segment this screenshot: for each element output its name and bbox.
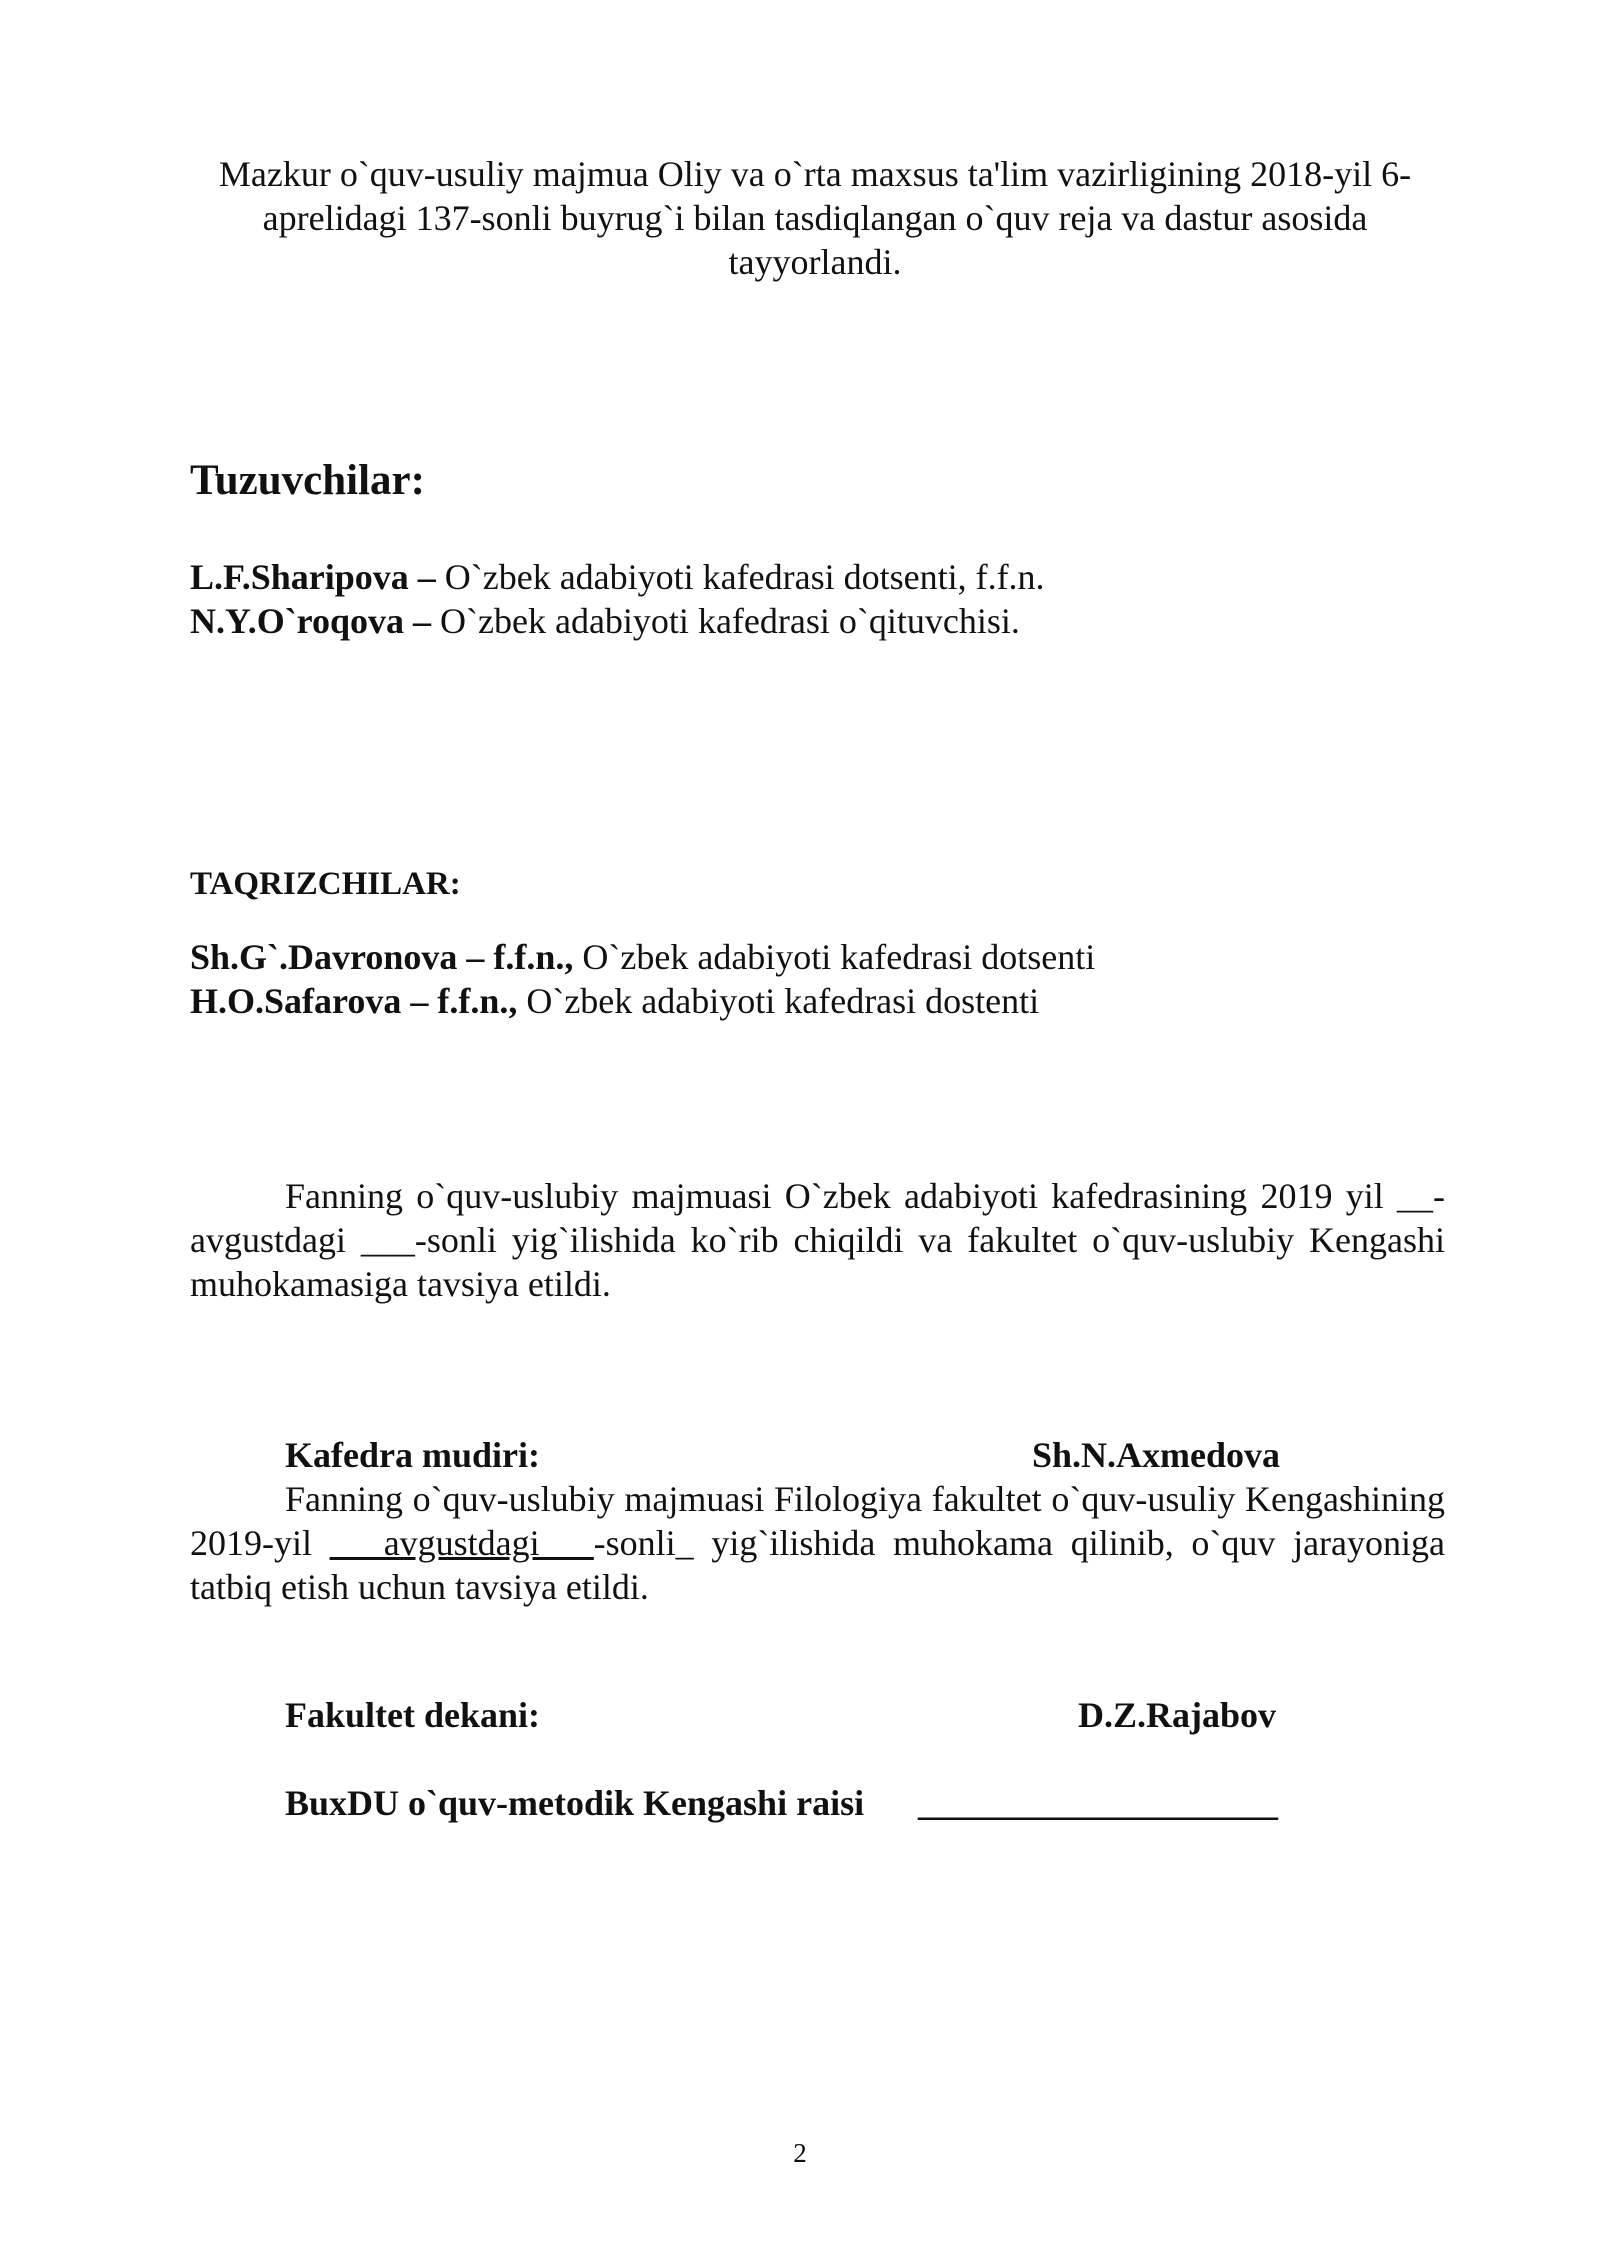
author-name: L.F.Sharipova –: [190, 557, 436, 597]
reviewer-name: H.O.Safarova – f.f.n.,: [190, 981, 518, 1021]
author-line: [190, 555, 1045, 599]
author-name: N.Y.O`roqova –: [190, 601, 432, 641]
kengash-raisi-label: BuxDU o`quv-metodik Kengashi raisi: [285, 1783, 865, 1823]
author-line: [190, 599, 1020, 643]
reviewer-name: Sh.G`.Davronova – f.f.n.,: [190, 937, 574, 977]
paragraph2-after: -sonli_ yig`ilishida muhokama qilinib, o`quv jarayoniga tatbiq etish uchun tavsiya etildi.: [190, 1523, 1445, 1607]
reviewer-desc: O`zbek adabiyoti kafedrasi dostenti: [517, 981, 1040, 1021]
tuzuvchilar-heading: Tuzuvchilar:: [190, 457, 425, 504]
author-desc: O`zbek adabiyoti kafedrasi dotsenti, f.f.n.: [435, 557, 1045, 597]
fakultet-approval-paragraph: [190, 1477, 1445, 1609]
kafedra-mudiri-name: Sh.N.Axmedova: [1032, 1435, 1281, 1475]
page-number: 2: [793, 2138, 807, 2168]
signature-line: ____________________: [918, 1783, 1278, 1823]
paragraph2-before: Fanning o`quv-uslubiy majmuasi Filologiya fakultet o`quv-usuliy Kengashining 2019-yil: [190, 1479, 1445, 1563]
author-desc: O`zbek adabiyoti kafedrasi o`qituvchisi.: [431, 601, 1020, 641]
reviewer-desc: O`zbek adabiyoti kafedrasi dotsenti: [573, 937, 1096, 977]
fakultet-dekani-name: D.Z.Rajabov: [1078, 1695, 1277, 1735]
date-blank: ___avgustdagi___: [329, 1523, 594, 1563]
reviewer-line: [190, 935, 1095, 979]
kafedra-mudiri-label: Kafedra mudiri:: [285, 1435, 540, 1475]
fakultet-dekani-label: Fakultet dekani:: [285, 1695, 541, 1735]
intro-paragraph: Mazkur o`quv-usuliy majmua Oliy va o`rta maxsus ta'lim vazirligining 2018-yil 6-aprelidagi 137-sonli buyrug`i bilan tasdiqlangan o`quv reja va dastur asosida tayyorlandi.: [218, 154, 1412, 282]
reviewer-line: [190, 979, 1039, 1023]
kafedra-approval-paragraph: Fanning o`quv-uslubiy majmuasi O`zbek adabiyoti kafedrasining 2019 yil __- avgustdagi ___-sonli yig`ilishida ko`rib chiqildi va fakultet o`quv-uslubiy Kengashi muhokamasiga tavsiya etildi.: [190, 1176, 1445, 1304]
taqrizchilar-heading: TAQRIZCHILAR:: [190, 866, 461, 902]
